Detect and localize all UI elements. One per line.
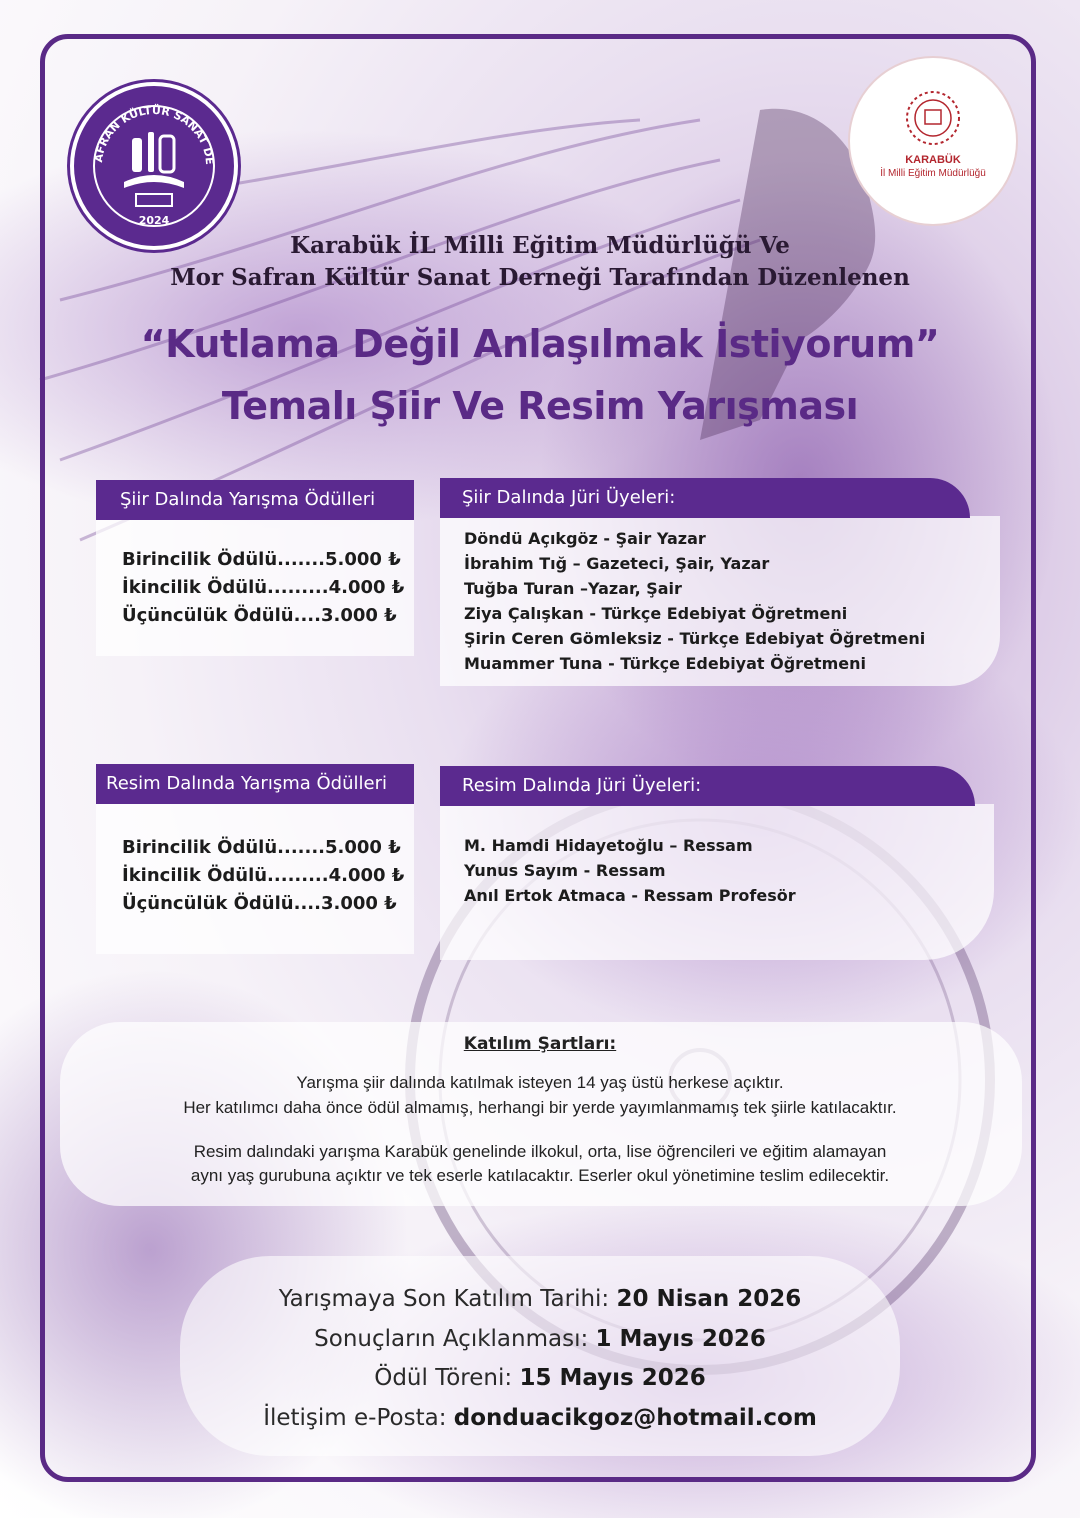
mor-safran-logo: [70, 82, 238, 250]
svg-text:MOR SAFRAN KÜLTÜR SANAT DERNEĞ: [74, 86, 216, 165]
meb-institution-label: İl Milli Eğitim Müdürlüğü: [880, 168, 986, 179]
painting-prize-2: İkincilik Ödülü.........4.000 ₺: [122, 865, 405, 886]
painting-jury-member-1: M. Hamdi Hidayetoğlu – Ressam: [464, 836, 753, 855]
poetry-prize-2: İkincilik Ödülü.........4.000 ₺: [122, 577, 405, 598]
painting-prize-3: Üçüncülük Ödülü....3.000 ₺: [122, 893, 397, 914]
title-line-1: “Kutlama Değil Anlaşılmak İstiyorum”: [140, 322, 940, 366]
poetry-prize-1: Birincilik Ödülü.......5.000 ₺: [122, 549, 401, 570]
painting-prizes-header: Resim Dalında Yarışma Ödülleri: [96, 764, 414, 804]
ceremony-row: [0, 1365, 1080, 1391]
deadline-row: [0, 1286, 1080, 1312]
results-value: 1 Mayıs 2026: [595, 1326, 766, 1352]
poetry-jury-member-3: Tuğba Turan –Yazar, Şair: [464, 579, 682, 598]
contact-row: [0, 1405, 1080, 1431]
ceremony-value: 15 Mayıs 2026: [519, 1365, 706, 1391]
poetry-jury-member-2: İbrahim Tığ – Gazeteci, Şair, Yazar: [464, 554, 770, 573]
contact-email[interactable]: donduacikgoz@hotmail.com: [453, 1405, 817, 1431]
conditions-title: Katılım Şartları:: [463, 1034, 617, 1054]
poetry-prize-3: Üçüncülük Ödülü....3.000 ₺: [122, 605, 397, 626]
deadline-value: 20 Nisan 2026: [616, 1286, 802, 1312]
poetry-jury-member-5: Şirin Ceren Gömleksiz - Türkçe Edebiyat Öğretmeni: [464, 629, 926, 648]
results-row: [0, 1326, 1080, 1352]
logo-ring-text: AFRAN KÜLTÜR SANAT DE: [92, 103, 217, 166]
results-label: Sonuçların Açıklanması:: [314, 1326, 589, 1352]
painting-jury-panel: [440, 804, 994, 960]
painting-jury-member-2: Yunus Sayım - Ressam: [464, 861, 666, 880]
organizer-line-1: Karabük İL Milli Eğitim Müdürlüğü Ve: [290, 232, 790, 259]
painting-jury-member-3: Anıl Ertok Atmaca - Ressam Profesör: [464, 886, 796, 905]
title-line-2: Temalı Şiir Ve Resim Yarışması: [221, 384, 859, 428]
poetry-jury-header: Şiir Dalında Jüri Üyeleri:: [440, 478, 970, 518]
poetry-jury-member-1: Döndü Açıkgöz - Şair Yazar: [464, 529, 706, 548]
meb-logo: [848, 56, 1018, 226]
painting-prize-1: Birincilik Ödülü.......5.000 ₺: [122, 837, 401, 858]
poetry-jury-member-6: Muammer Tuna - Türkçe Edebiyat Öğretmeni: [464, 654, 866, 673]
conditions-line-3: Resim dalındaki yarışma Karabük genelinde ilkokul, orta, lise öğrencileri ve eğitim alamayan: [193, 1142, 887, 1161]
painting-jury-header: Resim Dalında Jüri Üyeleri:: [440, 766, 975, 806]
poetry-jury-member-4: Ziya Çalışkan - Türkçe Edebiyat Öğretmeni: [464, 604, 848, 623]
conditions-line-2: Her katılımcı daha önce ödül almamış, herhangi bir yerde yayımlanmamış tek şiirle katılacaktır.: [183, 1098, 897, 1117]
conditions-line-4: aynı yaş gurubuna açıktır ve tek eserle katılacaktır. Eserler okul yönetimine teslim edilecektir.: [190, 1166, 890, 1185]
organizer-line-2: Mor Safran Kültür Sanat Derneği Tarafından Düzenlenen: [170, 264, 910, 291]
meb-city-label: KARABÜK: [905, 154, 961, 166]
arts-emblem-icon: [74, 86, 234, 246]
contact-label: İletişim e-Posta:: [263, 1405, 447, 1431]
logo-year: 2024: [138, 214, 170, 227]
poetry-prizes-header: Şiir Dalında Yarışma Ödülleri: [96, 480, 414, 520]
deadline-label: Yarışmaya Son Katılım Tarihi:: [278, 1286, 610, 1312]
meb-seal-icon: [850, 58, 1016, 224]
ceremony-label: Ödül Töreni:: [374, 1365, 513, 1391]
conditions-line-1: Yarışma şiir dalında katılmak isteyen 14 yaş üstü herkese açıktır.: [296, 1073, 784, 1092]
